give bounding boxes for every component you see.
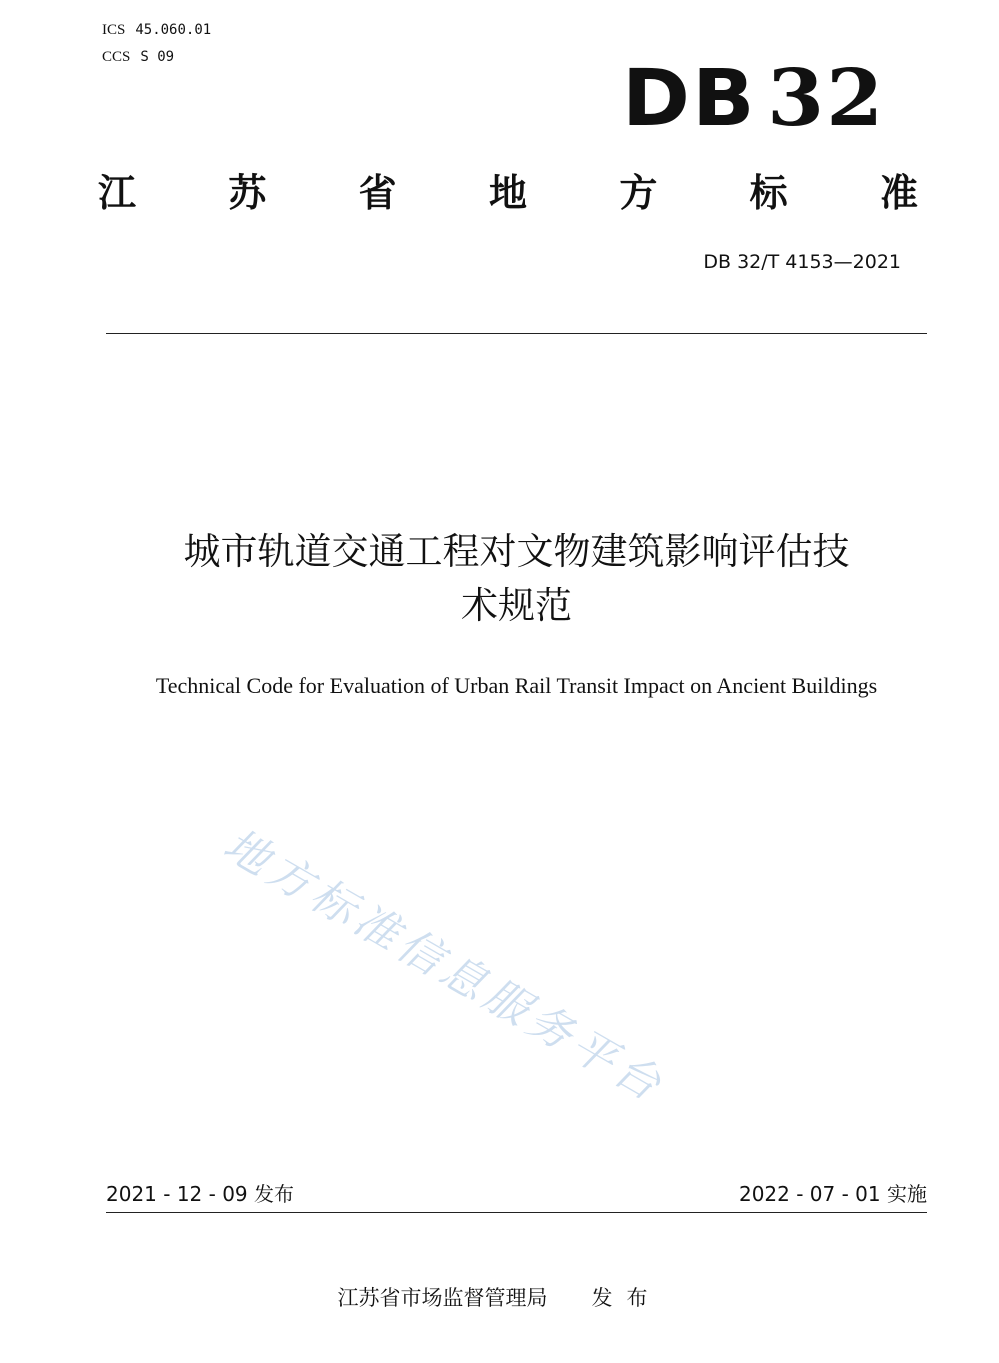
ccs-code (102, 48, 174, 66)
standard-category (98, 168, 918, 218)
title-line-2: 术规范 (461, 584, 572, 627)
publisher-name: 江苏省市场监督管理局 (337, 1286, 548, 1310)
ics-label: ICS (102, 22, 126, 38)
category-char: 江 (98, 171, 137, 215)
category-char: 地 (488, 171, 527, 215)
category-char: 准 (879, 171, 918, 215)
title-line-1: 城市轨道交通工程对文物建筑影响评估技 (183, 530, 850, 573)
logo-letters: DB (622, 54, 757, 144)
issue-date: 2021 - 12 - 09 发布 (106, 1182, 295, 1206)
watermark-text: 地方标准信息服务平台 (215, 819, 674, 1114)
standard-number: DB 32/T 4153—2021 (703, 251, 901, 273)
header-divider (106, 333, 927, 334)
document-title-english: Technical Code for Evaluation of Urban Rail Transit Impact on Ancient Buildings (155, 673, 878, 698)
publisher-action: 发布 (591, 1286, 662, 1310)
publisher (0, 1283, 999, 1313)
ics-value: 45.060.01 (135, 22, 212, 38)
category-char: 省 (358, 171, 397, 215)
implementation-date: 2022 - 07 - 01 实施 (738, 1182, 927, 1206)
ccs-value: S 09 (140, 49, 175, 65)
db32-logo (622, 53, 886, 144)
logo-number: 32 (767, 53, 886, 144)
ics-code (102, 21, 211, 39)
document-title-chinese (100, 525, 933, 633)
footer-divider (106, 1212, 927, 1213)
ccs-label: CCS (102, 49, 131, 65)
category-char: 方 (619, 171, 658, 215)
category-char: 苏 (228, 171, 267, 215)
category-char: 标 (749, 171, 788, 215)
